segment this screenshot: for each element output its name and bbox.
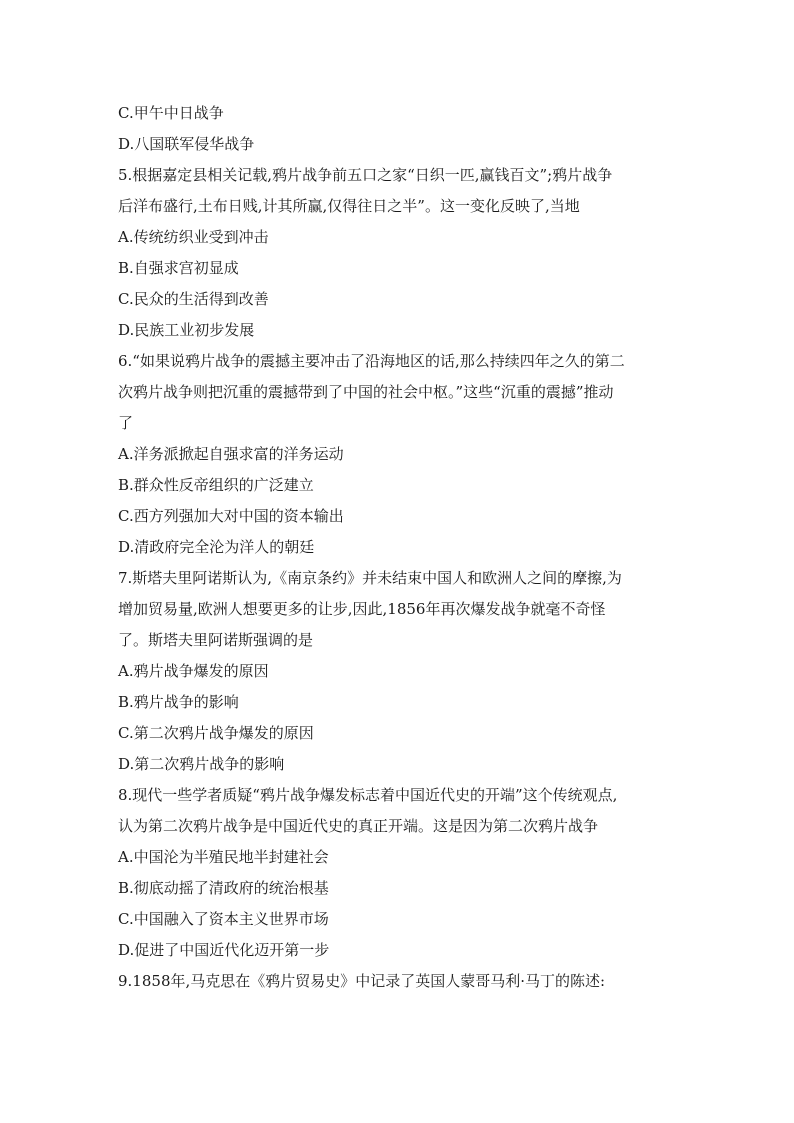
option-c: C.甲午中日战争 [118, 104, 224, 122]
question-8 [118, 780, 678, 966]
question-stem-line: 9.1858年,马克思在《鸦片贸易史》中记录了英国人蒙哥马利·马丁的陈述: [118, 972, 606, 990]
question-content [118, 98, 678, 997]
option-d: D.促进了中国近代化迈开第一步 [118, 941, 330, 959]
option-d: D.清政府完全沦为洋人的朝廷 [118, 538, 315, 556]
question-7 [118, 563, 678, 780]
option-b: B.群众性反帝组织的广泛建立 [118, 476, 314, 494]
question-5 [118, 160, 678, 346]
question-9 [118, 966, 678, 997]
option-b: B.自强求宫初显成 [118, 259, 239, 277]
option-b: B.鸦片战争的影响 [118, 693, 239, 711]
option-a: A.中国沦为半殖民地半封建社会 [118, 848, 329, 866]
question-stem-line: 6.“如果说鸦片战争的震撼主要冲击了沿海地区的话,那么持续四年之久的第二 [118, 352, 625, 370]
option-c: C.民众的生活得到改善 [118, 290, 269, 308]
question-stem-line: 了 [118, 414, 134, 432]
option-c: C.第二次鸦片战争爆发的原因 [118, 724, 314, 742]
question-stem-line: 5.根据嘉定县相关记载,鸦片战争前五口之家“日织一匹,赢钱百文”;鸦片战争 [118, 166, 613, 184]
question-stem-line: 次鸦片战争则把沉重的震撼带到了中国的社会中枢。”这些“沉重的震撼”推动 [118, 383, 614, 401]
question-stem-line: 后洋布盛行,土布日贱,计其所赢,仅得往日之半”。这一变化反映了,当地 [118, 197, 580, 215]
option-b: B.彻底动摇了清政府的统治根基 [118, 879, 329, 897]
question-6 [118, 346, 678, 563]
option-d: D.民族工业初步发展 [118, 321, 255, 339]
question-stem-line: 7.斯塔夫里阿诺斯认为,《南京条约》并未结束中国人和欧洲人之间的摩擦,为 [118, 569, 622, 587]
option-c: C.中国融入了资本主义世界市场 [118, 910, 329, 928]
question-stem-line: 了。斯塔夫里阿诺斯强调的是 [118, 631, 314, 649]
option-d: D.八国联军侵华战争 [118, 135, 255, 153]
option-d: D.第二次鸦片战争的影响 [118, 755, 285, 773]
option-a: A.鸦片战争爆发的原因 [118, 662, 269, 680]
question-stem-line: 8.现代一些学者质疑“鸦片战争爆发标志着中国近代史的开端”这个传统观点, [118, 786, 618, 804]
question-4-options [118, 98, 678, 160]
option-c: C.西方列强加大对中国的资本输出 [118, 507, 344, 525]
option-a: A.传统纺织业受到冲击 [118, 228, 269, 246]
option-a: A.洋务派掀起自强求富的洋务运动 [118, 445, 344, 463]
question-stem-line: 认为第二次鸦片战争是中国近代史的真正开端。这是因为第二次鸦片战争 [118, 817, 599, 835]
question-stem-line: 增加贸易量,欧洲人想要更多的让步,因此,1856年再次爆发战争就毫不奇怪 [118, 600, 606, 618]
